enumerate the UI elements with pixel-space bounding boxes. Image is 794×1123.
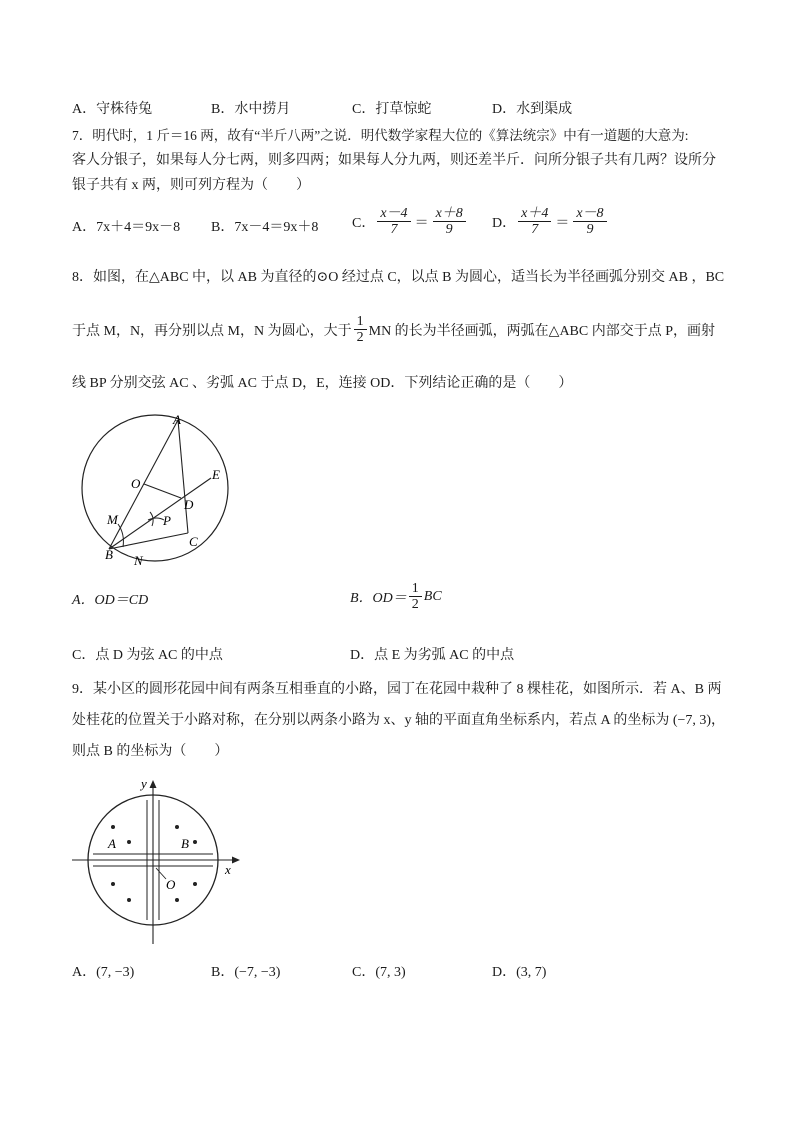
q8-option-b-text-b: BC: [423, 588, 442, 604]
fraction-denominator: 9: [586, 222, 594, 237]
tree-dot: [193, 882, 197, 886]
q7-option-b: B．7x－4＝9x＋8: [211, 220, 319, 235]
label-a: A: [173, 412, 181, 427]
tree-dot: [111, 882, 115, 886]
q8-option-a: A．OD＝CD: [72, 593, 149, 608]
q7-line-3: 银子共有 x 两，则可列方程为（ ）: [72, 178, 310, 193]
q6-option-b: B．水中捞月: [211, 102, 291, 117]
fraction-denominator: 9: [445, 222, 453, 237]
fraction-numerator: 1: [409, 581, 422, 597]
q7-option-d-fraction-right: [573, 206, 606, 237]
q6-option-a: A．守株待兔: [72, 102, 153, 117]
tree-dot: [111, 825, 115, 829]
segment-ab: [109, 420, 178, 549]
q8-line-2-text-a: 于点 M，N，再分别以点 M，N 为圆心，大于: [72, 323, 352, 339]
fraction-numerator: x－8: [573, 206, 606, 222]
q7-line-1: 7．明代时，1 斤＝16 两，故有“半斤八两”之说．明代数学家程大位的《算法统宗》中有一道题的大意为:: [72, 128, 689, 143]
q8-geometry-figure: [72, 408, 242, 570]
q8-half-fraction: [354, 314, 367, 345]
q8-option-d: D．点 E 为劣弧 AC 的中点: [350, 648, 515, 663]
label-o: O: [166, 877, 176, 892]
fraction-numerator: 1: [354, 314, 367, 330]
q7-option-c-label: C．: [352, 215, 376, 231]
q9-option-b: B．(−7, −3): [211, 965, 281, 980]
segment-ac: [178, 420, 188, 533]
q9-option-a: A．(7, −3): [72, 965, 135, 980]
q7-option-c-fraction-right: [433, 206, 466, 237]
q6-option-d: D．水到渠成: [492, 102, 573, 117]
label-o: O: [131, 476, 141, 491]
q7-option-c: [352, 206, 468, 237]
y-axis-arrow-icon: [150, 780, 157, 788]
tree-dot: [175, 898, 179, 902]
segment-od: [144, 484, 181, 498]
tree-dot: [127, 898, 131, 902]
fraction-denominator: 7: [390, 222, 398, 237]
equals-sign: ＝: [414, 215, 429, 231]
label-b: B: [181, 836, 189, 851]
q9-option-c: C．(7, 3): [352, 965, 406, 980]
q7-option-c-fraction-left: [377, 206, 410, 237]
q9-line-3: 则点 B 的坐标为（ ）: [72, 744, 229, 759]
fraction-denominator: 7: [531, 222, 539, 237]
label-n: N: [134, 553, 143, 568]
equals-sign: ＝: [555, 215, 570, 231]
q9-option-d: D．(3, 7): [492, 965, 547, 980]
fraction-numerator: x＋4: [518, 206, 551, 222]
q8-line-1: 8．如图，在△ABC 中，以 AB 为直径的⊙O 经过点 C，以点 B 为圆心，适当长为半径画弧分别交 AB ，BC: [72, 270, 725, 285]
q7-option-d-label: D．: [492, 215, 517, 231]
label-m: M: [107, 512, 118, 527]
x-axis-arrow-icon: [232, 857, 240, 864]
tree-dot: [175, 825, 179, 829]
q8-option-b: [350, 581, 442, 612]
fraction-denominator: 2: [411, 597, 419, 612]
origin-pointer: [156, 868, 166, 879]
label-e: E: [212, 467, 220, 482]
q8-option-c: C．点 D 为弦 AC 的中点: [72, 648, 223, 663]
q8-option-b-fraction: [409, 581, 422, 612]
q8-option-b-text-a: B．OD＝: [350, 590, 407, 606]
q7-option-a: A．7x＋4＝9x－8: [72, 220, 181, 235]
q9-garden-figure: [68, 772, 248, 947]
q8-line-2-text-b: MN 的长为半径画弧，两弧在△ABC 内部交于点 P，画射: [368, 323, 716, 339]
q8-line-2: [72, 314, 715, 345]
q9-line-1: 9．某小区的圆形花园中间有两条互相垂直的小路，园丁在花园中栽种了 8 棵桂花，如图所示．若 A、B 两: [72, 682, 722, 697]
tree-dot: [127, 840, 131, 844]
tree-dot: [193, 840, 197, 844]
q6-option-c: C．打草惊蛇: [352, 102, 432, 117]
q7-option-d: [492, 206, 609, 237]
label-x: x: [225, 862, 231, 877]
label-a: A: [108, 836, 116, 851]
fraction-numerator: x＋8: [433, 206, 466, 222]
label-y: y: [141, 776, 147, 791]
label-c: C: [189, 534, 198, 549]
label-b: B: [105, 547, 113, 562]
fraction-denominator: 2: [356, 330, 364, 345]
label-p: P: [163, 513, 171, 528]
q8-line-3: 线 BP 分别交弦 AC 、劣弧 AC 于点 D，E，连接 OD．下列结论正确的是（ ）: [72, 376, 573, 391]
fraction-numerator: x－4: [377, 206, 410, 222]
q9-line-2: 处桂花的位置关于小路对称，在分别以两条小路为 x、y 轴的平面直角坐标系内，若点 A 的坐标为 (−7, 3)，: [72, 713, 726, 728]
label-d: D: [184, 497, 194, 512]
q7-line-2: 客人分银子，如果每人分七两，则多四两；如果每人分九两，则还差半斤．问所分银子共有几两？设所分: [72, 153, 716, 168]
q7-option-d-fraction-left: [518, 206, 551, 237]
